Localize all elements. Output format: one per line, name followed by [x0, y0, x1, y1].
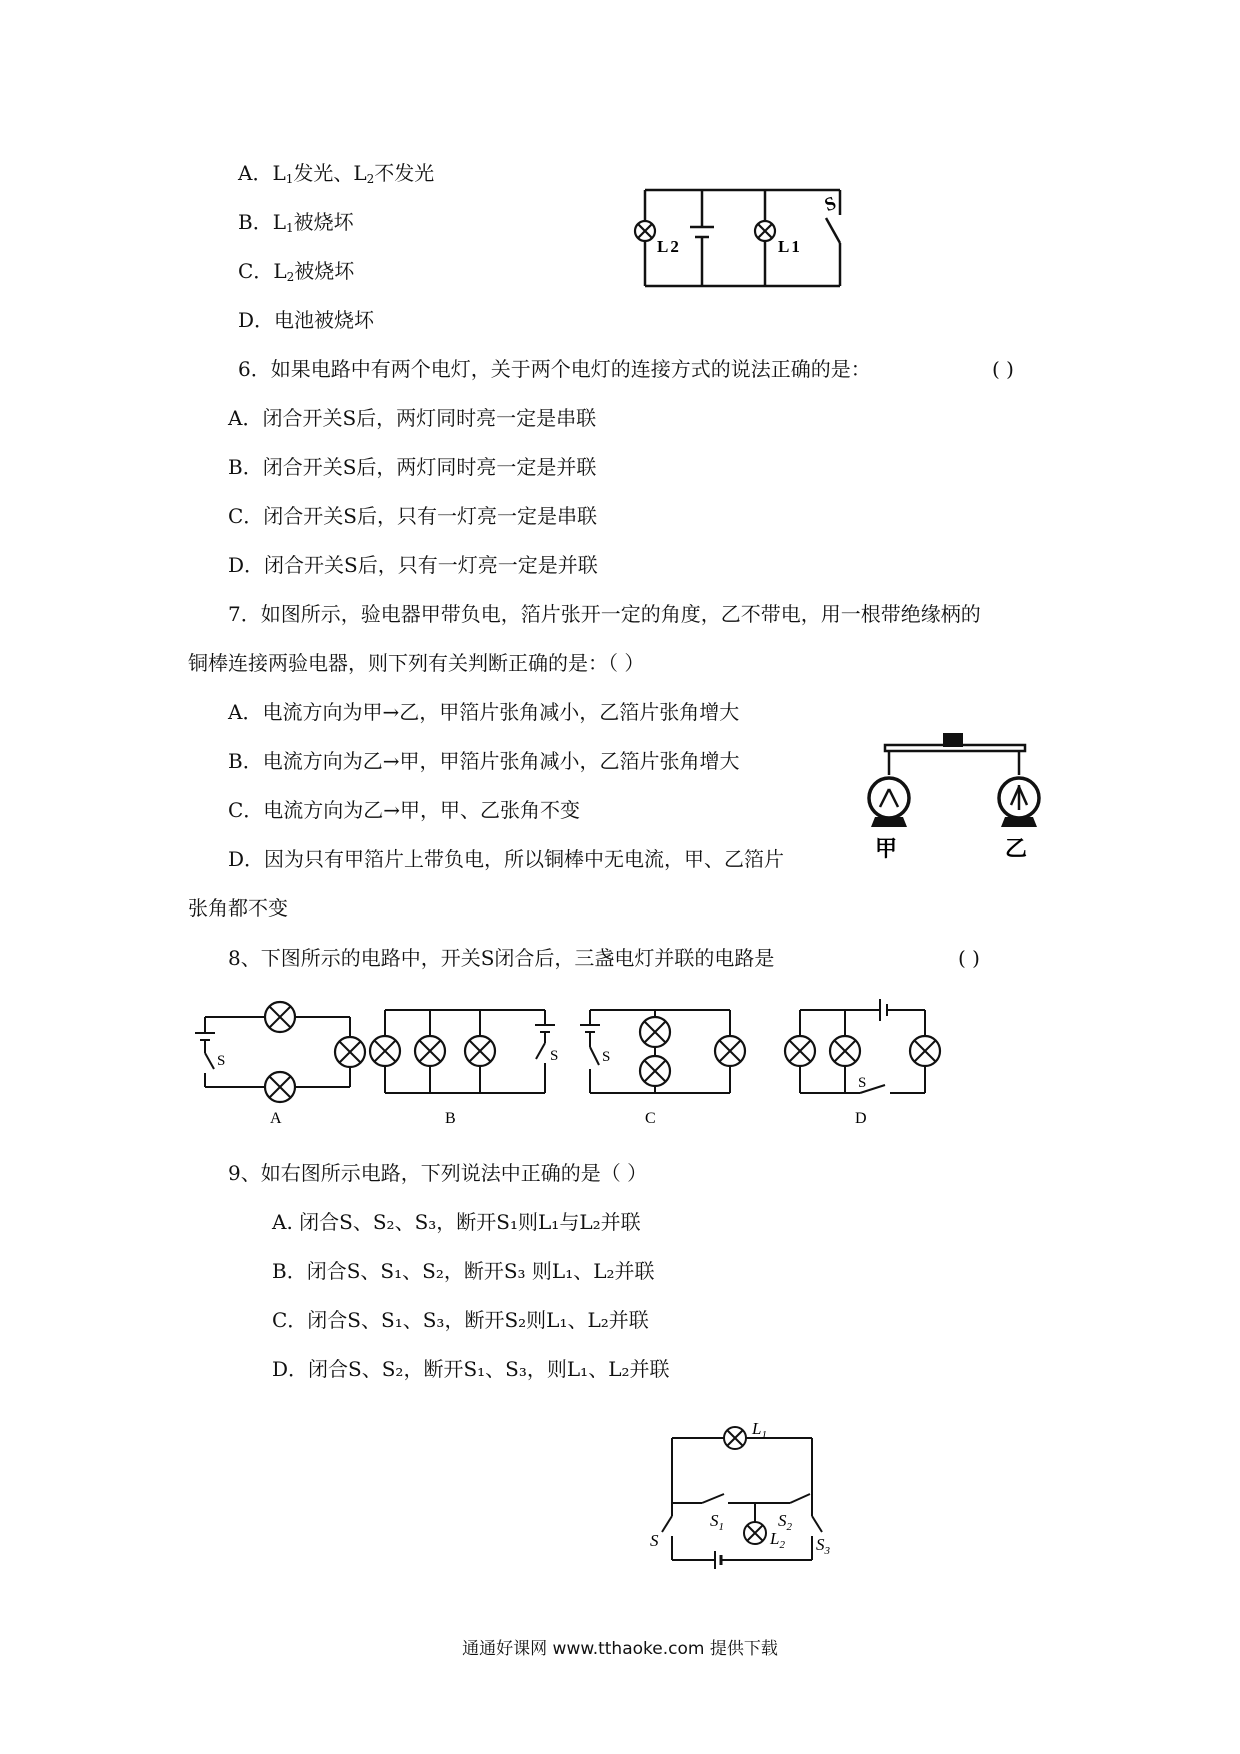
insulating-handle-icon	[943, 733, 963, 747]
svg-text:S3: $S_3$	[816, 1535, 830, 1557]
svg-text:L1: $L_1$	[752, 1419, 767, 1441]
q6-option-c: C．闭合开关S后，只有一灯亮一定是串联	[228, 504, 598, 528]
q9-option-c: C．闭合S、S₁、S₃，断开S₂则L₁、L₂并联	[272, 1308, 649, 1332]
q8-stem: 8、下图所示的电路中，开关S闭合后，三盏电灯并联的电路是	[228, 946, 775, 970]
svg-text:L1: L 1	[778, 237, 800, 256]
circuit-d-label: D	[855, 1110, 867, 1127]
q5-option-d: D．电池被烧坏	[238, 308, 375, 332]
circuit-b-label: B	[445, 1110, 456, 1127]
q7-label-jia: 甲	[875, 836, 898, 861]
q5-option-b: B．$L_1$被烧坏	[238, 210, 354, 235]
svg-text:S: S	[550, 1048, 559, 1064]
q5-label-l2: L	[657, 237, 669, 256]
q8-circuit-options	[190, 985, 1070, 1130]
q9-option-d: D．闭合S、S₂，断开S₁、S₃，则L₁、L₂并联	[272, 1357, 670, 1381]
q9-option-b: B．闭合S、S₁、S₂，断开S₃ 则L₁、L₂并联	[272, 1259, 655, 1283]
page-footer: 通通好课网 www.tthaoke.com 提供下载	[462, 1639, 778, 1659]
q7-label-yi: 乙	[1005, 836, 1028, 861]
q5-option-c: C．$L_2$被烧坏	[238, 259, 355, 284]
q7-electroscope-diagram	[855, 715, 1055, 865]
svg-text:S: S	[217, 1053, 226, 1069]
svg-text:L2: L 2	[657, 237, 679, 256]
q5-label-s: S	[821, 192, 840, 217]
q6-option-d: D．闭合开关S后，只有一灯亮一定是并联	[228, 553, 598, 577]
circuit-a-label: A	[270, 1110, 282, 1127]
svg-text:S2: $S_2$	[778, 1511, 792, 1533]
q7-option-c: C．电流方向为乙→甲，甲、乙张角不变	[228, 798, 581, 822]
svg-text:L2: $L_2$	[770, 1529, 785, 1551]
q6-option-b: B．闭合开关S后，两灯同时亮一定是并联	[228, 455, 597, 479]
q8-answer-bracket: ( )	[958, 946, 980, 970]
q7-option-a: A．电流方向为甲→乙，甲箔片张角减小，乙箔片张角增大	[228, 700, 740, 724]
svg-text:S: S	[650, 1531, 659, 1550]
q9-stem: 9、如右图所示电路，下列说法中正确的是（ ）	[228, 1161, 648, 1185]
q5-circuit-diagram	[620, 180, 860, 290]
q6-stem: 6．如果电路中有两个电灯，关于两个电灯的连接方式的说法正确的是：	[238, 357, 871, 381]
q7-stem-line2: 铜棒连接两验电器，则下列有关判断正确的是：（ ）	[188, 651, 645, 675]
q5-label-l1: L	[778, 237, 790, 256]
q7-option-d-cont: 张角都不变	[188, 896, 288, 920]
q7-option-d: D．因为只有甲箔片上带负电，所以铜棒中无电流，甲、乙箔片	[228, 847, 785, 871]
q5-option-a: A．$L_1$发光、$L_2$不发光	[238, 161, 435, 186]
circuit-c-label: C	[645, 1110, 656, 1127]
q9-option-a: A. 闭合S、S₂、S₃，断开S₁则L₁与L₂并联	[272, 1210, 641, 1234]
q6-option-a: A．闭合开关S后，两灯同时亮一定是串联	[228, 406, 597, 430]
q6-answer-bracket: ( )	[992, 357, 1014, 381]
lamp-icon	[724, 1427, 766, 1544]
q9-circuit-diagram	[650, 1418, 860, 1578]
q7-stem-line1: 7．如图所示，验电器甲带负电，箔片张开一定的角度，乙不带电，用一根带绝缘柄的	[228, 602, 981, 626]
svg-text:S1: $S_1$	[710, 1511, 724, 1533]
svg-text:S: S	[602, 1049, 611, 1065]
svg-text:S: S	[858, 1075, 867, 1091]
q7-option-b: B．电流方向为乙→甲，甲箔片张角减小，乙箔片张角增大	[228, 749, 740, 773]
